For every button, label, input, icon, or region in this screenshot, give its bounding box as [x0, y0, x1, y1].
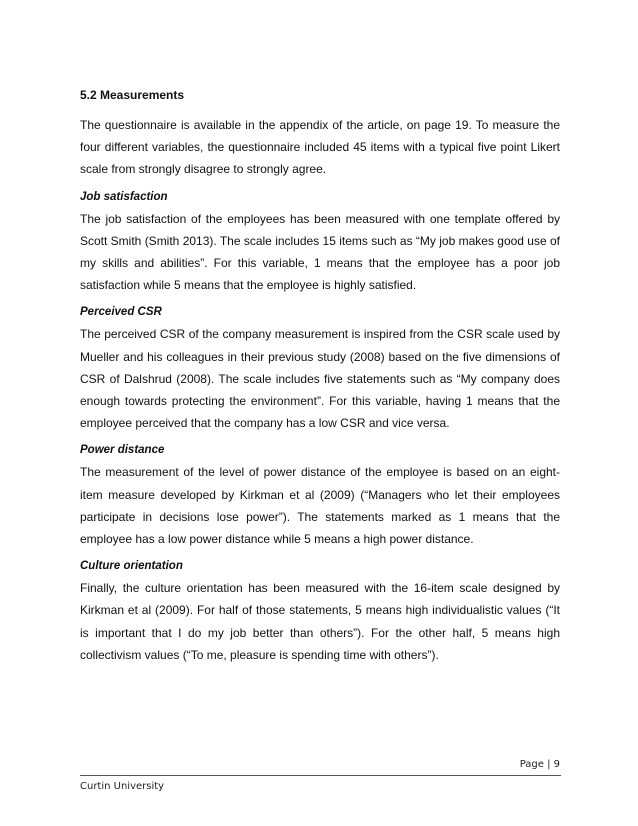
subsection-title-perceived-csr: Perceived CSR: [80, 306, 162, 319]
section-intro: The questionnaire is available in the appendix of the article, on page 19. To measure the four different variables, the questionnaire included 45 items with a typical five point Likert scale from strongly disagree to strongly agree.: [80, 118, 560, 177]
subsection-text-power-distance: The measurement of the level of power distance of the employee is based on an eight-item measure developed by Kirkman et al (2009) (“Managers who let their employees participate in decisions lose power”). The statements marked as 1 means that the employee has a low power distance while 5 means a high power distance.: [80, 465, 560, 547]
subsection-text-job-satisfaction: The job satisfaction of the employees has been measured with one template offered by Scott Smith (Smith 2013). The scale includes 15 items such as “My job makes good use of my skills and abilities”. For this variable, 1 means that the employee has a poor job satisfaction while 5 means that the employee is highly satisfied.: [80, 211, 560, 293]
page-number: Page | 9: [519, 759, 560, 770]
subsection-text-culture-orientation: Finally, the culture orientation has been measured with the 16-item scale designed by Kirkman et al (2009). For half of those statements, 5 means high individualistic values (“It is important that I do my job better than others”). For the other half, 5 means high collectivism values (“To me, pleasure is spending time with others”).: [80, 581, 560, 662]
subsection-title-power-distance: Power distance: [80, 444, 165, 457]
footer-organization: Curtin University: [80, 781, 165, 792]
subsection-text-perceived-csr: The perceived CSR of the company measurement is inspired from the CSR scale used by Mueller and his colleagues in their previous study (2008) based on the five dimensions of CSR of Dalshrud (2008). The scale includes five statements such as “My company does enough towards protecting the environment”. For this variable, having 1 means that the employee perceived that the company has a low CSR and vice versa.: [80, 327, 560, 431]
subsection-title-culture-orientation: Culture orientation: [80, 560, 183, 573]
footer-divider: [80, 775, 561, 776]
section-title: 5.2 Measurements: [80, 88, 185, 102]
document-body: [80, 88, 560, 674]
subsection-title-job-satisfaction: Job satisfaction: [80, 190, 168, 203]
